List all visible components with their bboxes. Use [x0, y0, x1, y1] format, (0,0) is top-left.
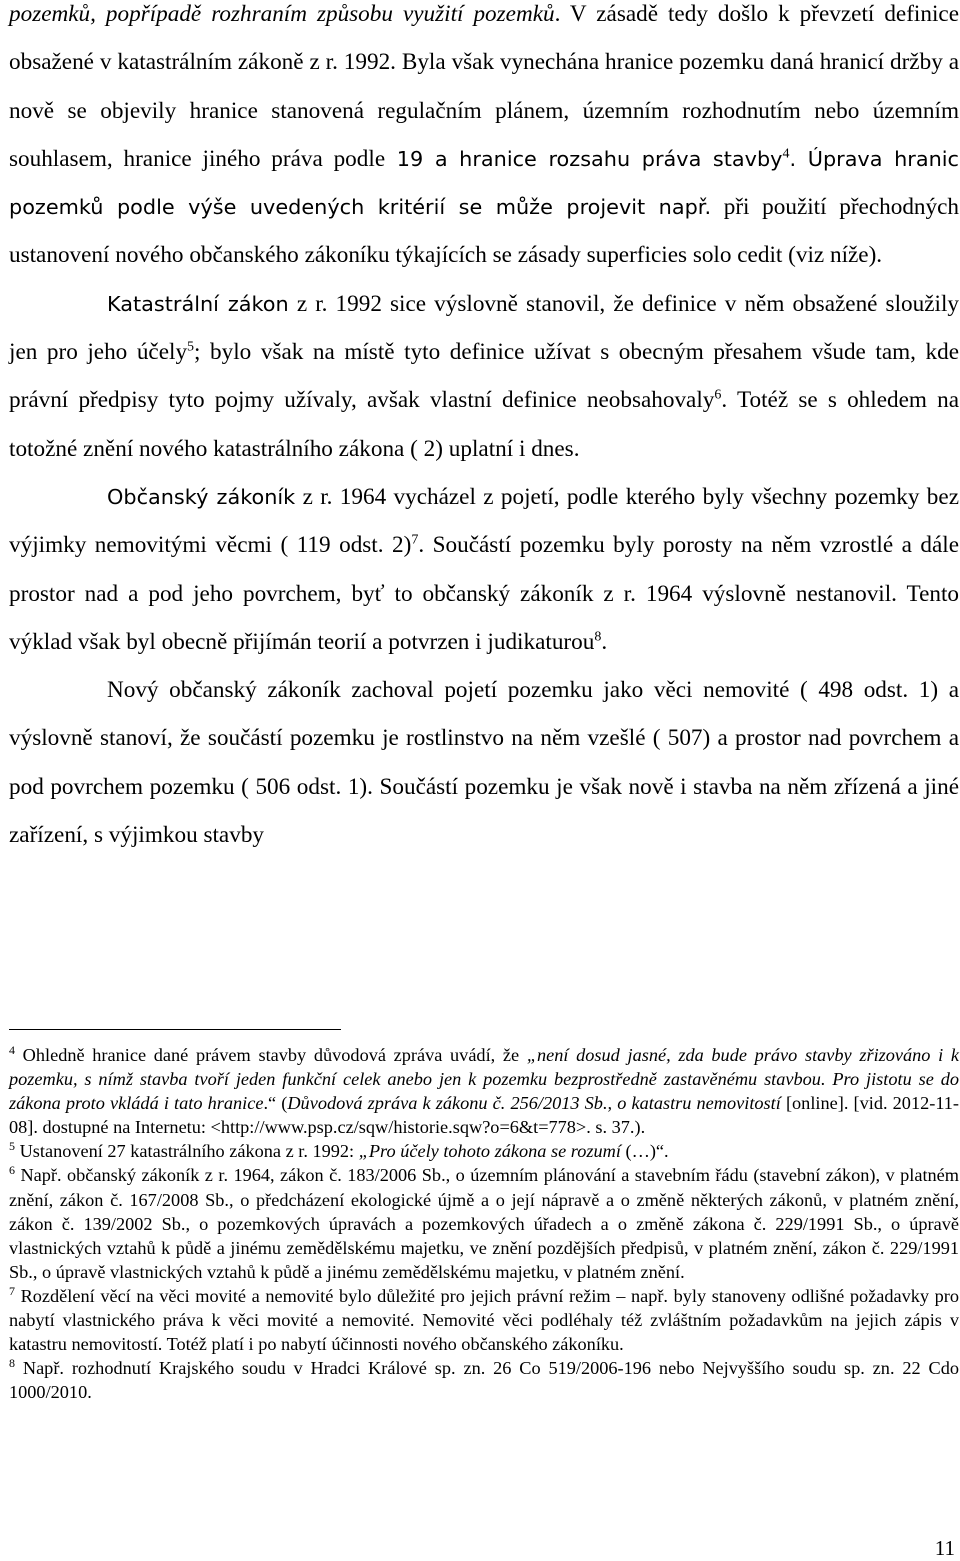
text-span: Např. občanský zákoník z r. 1964, zákon č. 183/2006 Sb., o územním plánování a stavebním řádu (stavební zákon), v platném znění, zákon č. 167/2008 Sb., o předcházení ekologické újmě a o její nápravě a o změně některých zákonů, v platném znění, zákon č. 139/2002 Sb., o pozemkových úpravách a pozemkových úřadech a o změně zákona č. 229/1991 Sb., o úpravě vlastnických vztahů k půdě a jinému zemědělskému majetku, ve znění pozdějších předpisů, v platném znění, zákon č. 229/1991 Sb., o úpravě vlastnických vztahů k půdě a jinému zemědělskému majetku, v platném znění.: [9, 1165, 959, 1282]
paragraph-3: [9, 473, 959, 666]
text-span: Ustanovení: [15, 1141, 103, 1162]
footnote-ref-7: 7: [411, 532, 419, 548]
text-span: (…)“.: [620, 1141, 669, 1162]
text-span: [online]. [vid. 2012-11-08]. dostupné na Internetu: <http://www.psp.cz/sqw/historie.sqw?o=6&t=778>. s. 37.).: [9, 1093, 960, 1138]
text-span: Katastrální zákon: [107, 291, 289, 316]
text-span: Rozdělení věcí na věci movité a nemovité bylo důležité pro jejich právní režim – např. byly stanoveny odlišné požadavky pro nabytí vlastnického práva k věci movité a nemovité. Nemovité věci podléhaly též zvláštním požadavkům na jejich zápis v katastru nemovitostí. Totéž platí i po nabytí účinnosti nového občanského zákoníku.: [9, 1285, 959, 1355]
text-span: pozemků, popřípadě rozhraním způsobu využití pozemků: [9, 1, 555, 27]
footnote-number: 8: [9, 1356, 15, 1371]
text-span: z r. 1964 vycházel z pojetí, podle kterého byly všechny pozemky bez výjimky nemovitými věcmi (: [9, 483, 959, 559]
text-span: Nový občanský zákoník zachoval pojetí pozemku jako věci nemovité (: [107, 677, 808, 704]
footnote-number: 4: [9, 1042, 15, 1057]
text-span: . Úprava hranic pozemků podle výše uvedených kritérií se může projevit např.: [9, 146, 959, 220]
text-span: 506 odst. 1). Součástí pozemku je však nově i stavba na něm zřízená a jiné zařízení, s výjimkou stavby: [9, 773, 959, 849]
text-span: z r. 1992 sice výslovně stanovil, že definice v něm obsažené sloužily jen pro jeho účely: [9, 290, 959, 366]
footnote-4: [9, 1043, 959, 1139]
footnote-number: 5: [9, 1139, 15, 1154]
footnote-number: 6: [9, 1163, 15, 1178]
text-span: „Pro účely tohoto zákona se rozumí: [358, 1141, 621, 1162]
page-number: 11: [934, 1536, 955, 1560]
text-span: 2) uplatní i dnes.: [417, 435, 580, 462]
text-span: Občanský zákoník: [107, 484, 296, 509]
body-text: [9, 0, 959, 859]
footnotes: [9, 1043, 959, 1404]
text-span: . V zásadě tedy došlo k převzetí definice obsažené v katastrálním zákoně z r. 1992. Byla však vynechána hranice pozemku daná hranicí držby a nově se objevily hranice stanovená regulačním plánem, územním rozhodnutím nebo územním souhlasem, hranice jiného práva podle: [9, 1, 959, 172]
footnote-8: [9, 1356, 959, 1404]
footnote-7: [9, 1284, 959, 1356]
text-span: .: [601, 628, 608, 655]
footnote-ref-5: 5: [187, 339, 195, 355]
text-span: 507) a prostor nad povrchem a pod povrchem pozemku (: [9, 725, 959, 800]
footnote-6: [9, 1163, 959, 1283]
footnote-separator: [9, 1029, 341, 1030]
paragraph-4: [9, 666, 959, 859]
text-span: 498 odst. 1) a výslovně stanoví, že součástí pozemku je rostlinstvo na něm vzešlé (: [9, 677, 959, 752]
text-span: ; bylo však na místě tyto definice užívat s obecným přesahem všude tam, kde právní předpisy tyto pojmy užívaly, avšak vlastní definice neobsahovaly: [9, 339, 959, 414]
text-span: Např. rozhodnutí Krajského soudu v Hradci Králové sp. zn. 26 Co 519/2006-196 nebo Nejvyššího soudu sp. zn. 22 Cdo 1000/2010.: [9, 1358, 959, 1403]
text-span: „není dosud jasné, zda bude právo stavby zřizováno i k pozemku, s nímž stavba tvoří jeden funkční celek anebo jen k pozemku bezprostředně zastavěnému stavbou. Pro jistotu se do zákona proto vkládá i tato hranice: [9, 1045, 959, 1114]
footnote-ref-6: 6: [714, 387, 722, 403]
text-span: 19 a hranice rozsahu práva stavby: [385, 146, 783, 171]
paragraph-1: [9, 0, 959, 280]
text-span: .“ (: [263, 1093, 288, 1114]
footnote-ref-8: 8: [594, 629, 602, 645]
text-span: Důvodová zpráva k zákonu č. 256/2013 Sb., o katastru nemovitostí: [287, 1093, 781, 1114]
footnote-number: 7: [9, 1283, 15, 1298]
footnote-5: [9, 1139, 959, 1163]
footnote-ref-4: 4: [782, 146, 790, 162]
paragraph-2: [9, 280, 959, 473]
text-span: při použití přechodných ustanovení nového občanského zákoníku týkajících se zásady superficies solo cedit (viz níže).: [9, 194, 959, 269]
text-span: 119 odst. 2): [288, 532, 412, 559]
text-span: . Součástí pozemku byly porosty na něm vzrostlé a dále prostor nad a pod jeho povrchem, byť to občanský zákoník z r. 1964 výslovně nestanovil. Tento výklad však byl obecně přijímán teorií a potvrzen i judikaturou: [9, 532, 959, 655]
text-span: . Totéž se s ohledem na totožné znění nového katastrálního zákona (: [9, 387, 959, 462]
text-span: Ohledně hranice dané právem stavby důvodová zpráva uvádí, že: [15, 1045, 527, 1065]
text-span: 27 katastrálního zákona z r. 1992:: [102, 1141, 359, 1162]
